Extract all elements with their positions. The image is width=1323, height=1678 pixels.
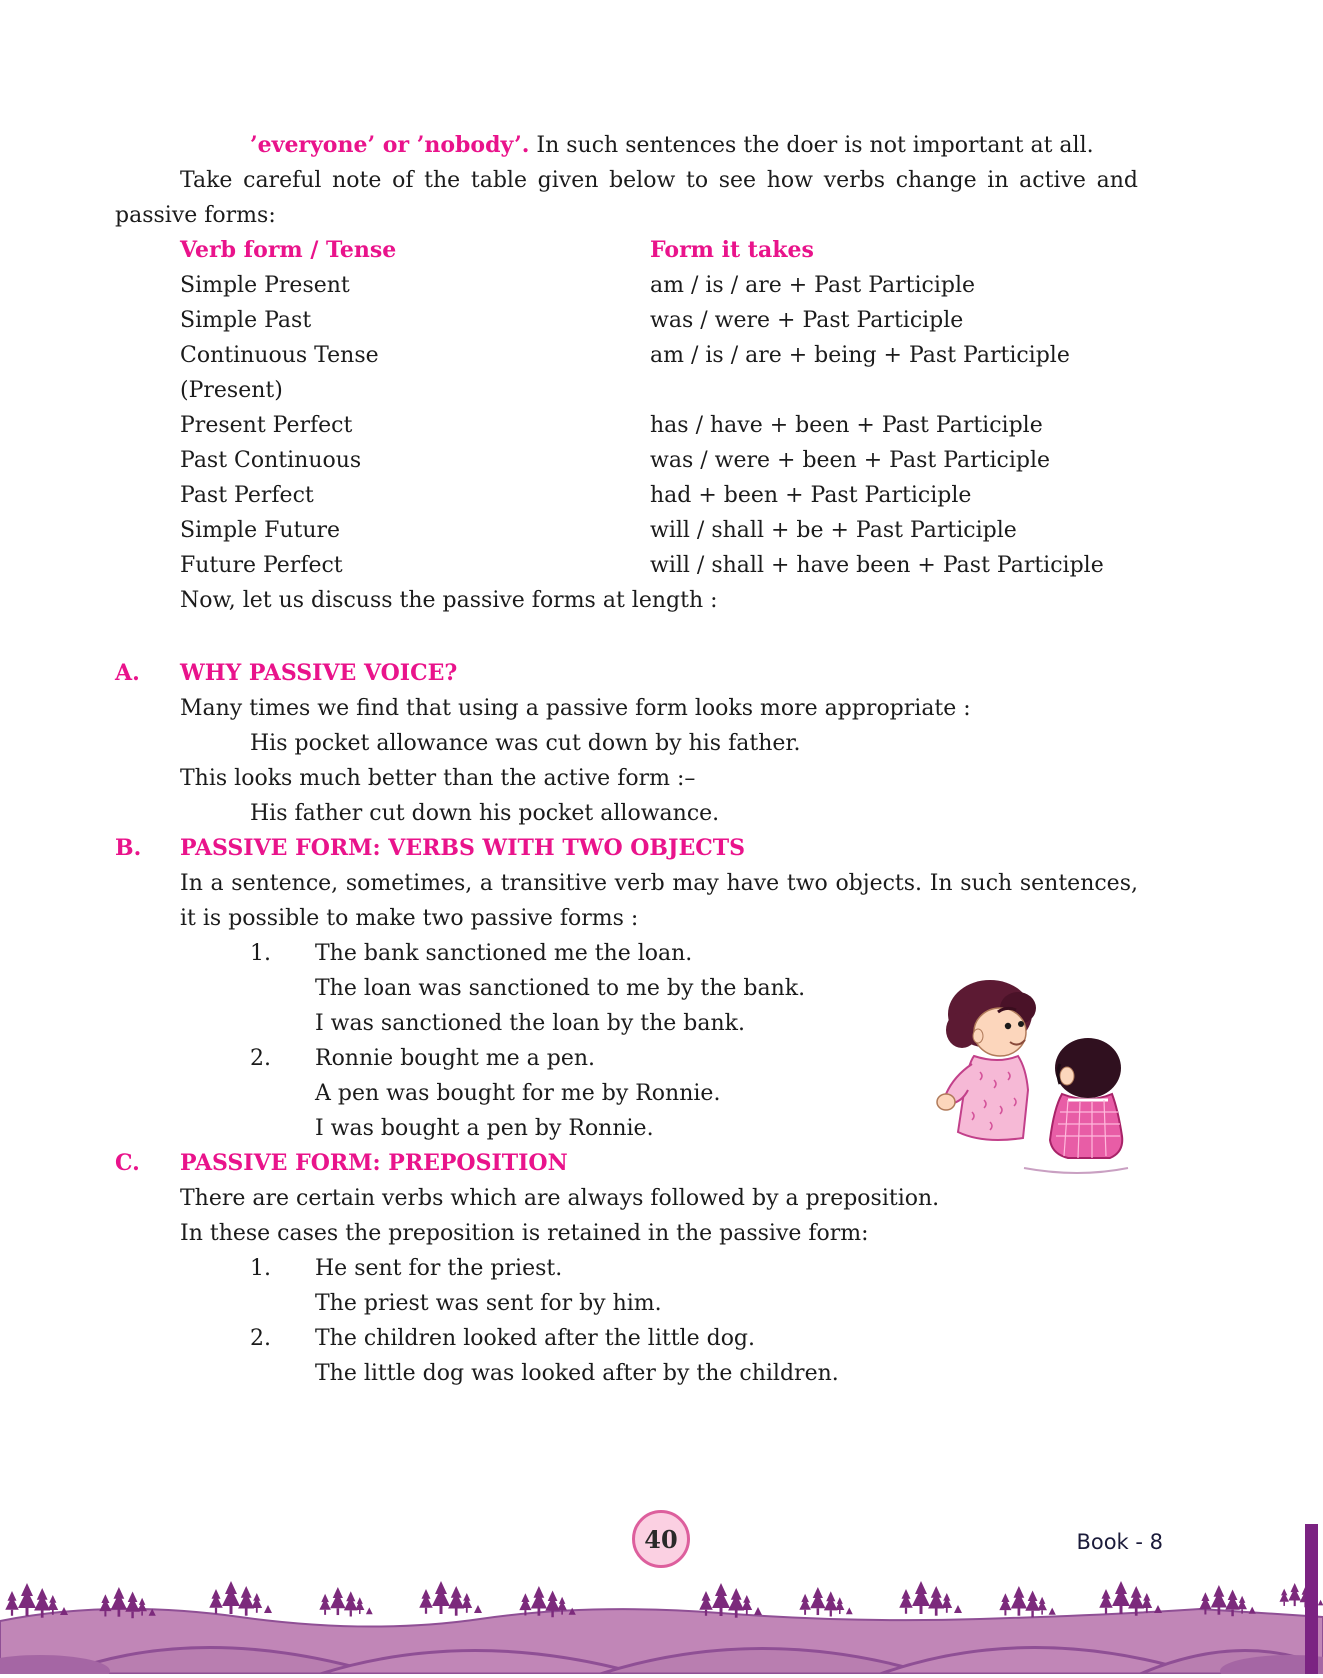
form-cell: am / is / are + being + Past Participle xyxy=(650,343,1070,368)
tense-cell: Continuous Tense xyxy=(180,343,379,368)
example-sentence: His pocket allowance was cut down by his father. xyxy=(250,731,801,756)
form-cell xyxy=(650,373,1138,408)
item-line: The bank sanctioned me the loan. xyxy=(315,941,693,966)
children-illustration xyxy=(928,972,1150,1192)
verb-form-table xyxy=(180,233,1138,583)
section-c-paragraph-line-1: There are certain verbs which are always followed by a preposition. xyxy=(180,1186,940,1211)
form-cell: has / have + been + Past Participle xyxy=(650,413,1043,438)
table-row xyxy=(180,408,1138,443)
item-line: He sent for the priest. xyxy=(315,1256,563,1281)
table-row xyxy=(180,513,1138,548)
intro-line-2: Take careful note of the table given below to see how verbs change in active and xyxy=(180,168,1138,193)
tense-cell: Present Perfect xyxy=(180,413,353,438)
table-row xyxy=(180,303,1138,338)
example-sentence: His father cut down his pocket allowance. xyxy=(250,801,720,826)
section-a-label: A. xyxy=(115,660,140,686)
item-line: The priest was sent for by him. xyxy=(315,1291,662,1316)
section-b-paragraph-line-1: In a sentence, sometimes, a transitive verb may have two objects. In such sentences, xyxy=(180,871,1138,896)
item-lines xyxy=(315,1321,1138,1391)
table-header-row xyxy=(180,233,1138,268)
section-b-paragraph-line-2: it is possible to make two passive forms : xyxy=(180,906,639,931)
section-a-heading xyxy=(115,656,1138,691)
table-row xyxy=(180,268,1138,303)
table-row xyxy=(180,548,1138,583)
form-cell: will / shall + be + Past Participle xyxy=(650,518,1017,543)
table-row xyxy=(180,373,1138,408)
tense-cell: (Present) xyxy=(180,378,283,403)
table-row xyxy=(180,443,1138,478)
form-cell: was / were + been + Past Participle xyxy=(650,448,1051,473)
form-cell: am / is / are + Past Participle xyxy=(650,273,976,298)
intro-highlight: ’everyone’ or ’nobody’. xyxy=(250,132,530,158)
section-a-title: WHY PASSIVE VOICE? xyxy=(180,660,458,686)
table-closing-line: Now, let us discuss the passive forms at length : xyxy=(180,588,718,613)
right-edge-bar xyxy=(1305,1524,1318,1674)
item-number: 2. xyxy=(250,1046,271,1071)
section-a-paragraph-2: This looks much better than the active form :– xyxy=(180,766,696,791)
section-c-label: C. xyxy=(115,1150,140,1176)
tense-cell: Past Perfect xyxy=(180,483,314,508)
form-header: Form it takes xyxy=(650,237,814,263)
list-item xyxy=(250,1321,1138,1391)
item-number: 2. xyxy=(250,1326,271,1351)
item-line: The loan was sanctioned to me by the bank. xyxy=(315,976,806,1001)
intro-rest: In such sentences the doer is not important at all. xyxy=(529,133,1094,158)
tense-cell: Simple Present xyxy=(180,273,350,298)
form-cell: will / shall + have been + Past Participle xyxy=(650,553,1104,578)
tense-cell: Future Perfect xyxy=(180,553,343,578)
item-line: The children looked after the little dog. xyxy=(315,1326,756,1351)
form-cell: had + been + Past Participle xyxy=(650,483,972,508)
table-row xyxy=(180,338,1138,373)
item-line: A pen was bought for me by Ronnie. xyxy=(315,1081,721,1106)
tense-header: Verb form / Tense xyxy=(180,237,397,263)
item-lines xyxy=(315,1251,1138,1321)
form-cell: was / were + Past Participle xyxy=(650,308,964,333)
item-number: 1. xyxy=(250,1256,271,1281)
intro-line-3: passive forms: xyxy=(115,203,276,228)
section-a-paragraph: Many times we find that using a passive form looks more appropriate : xyxy=(180,696,971,721)
tense-cell: Past Continuous xyxy=(180,448,362,473)
page-number-badge: 40 xyxy=(632,1510,690,1568)
tense-cell: Simple Future xyxy=(180,518,341,543)
section-c-paragraph-line-2: In these cases the preposition is retained in the passive form: xyxy=(180,1221,869,1246)
section-b-label: B. xyxy=(115,835,142,861)
table-row xyxy=(180,478,1138,513)
item-line: I was sanctioned the loan by the bank. xyxy=(315,1011,745,1036)
section-b-title: PASSIVE FORM: VERBS WITH TWO OBJECTS xyxy=(180,835,745,861)
list-item xyxy=(250,1251,1138,1321)
section-b-heading xyxy=(115,831,1138,866)
item-line: The little dog was looked after by the children. xyxy=(315,1361,839,1386)
item-number: 1. xyxy=(250,941,271,966)
book-label: Book - 8 xyxy=(1076,1530,1163,1554)
bottom-decoration xyxy=(0,1559,1323,1674)
tense-cell: Simple Past xyxy=(180,308,312,333)
section-c-title: PASSIVE FORM: PREPOSITION xyxy=(180,1150,568,1176)
item-line: Ronnie bought me a pen. xyxy=(315,1046,596,1071)
intro-line-1 xyxy=(250,128,1138,163)
item-line: I was bought a pen by Ronnie. xyxy=(315,1116,654,1141)
